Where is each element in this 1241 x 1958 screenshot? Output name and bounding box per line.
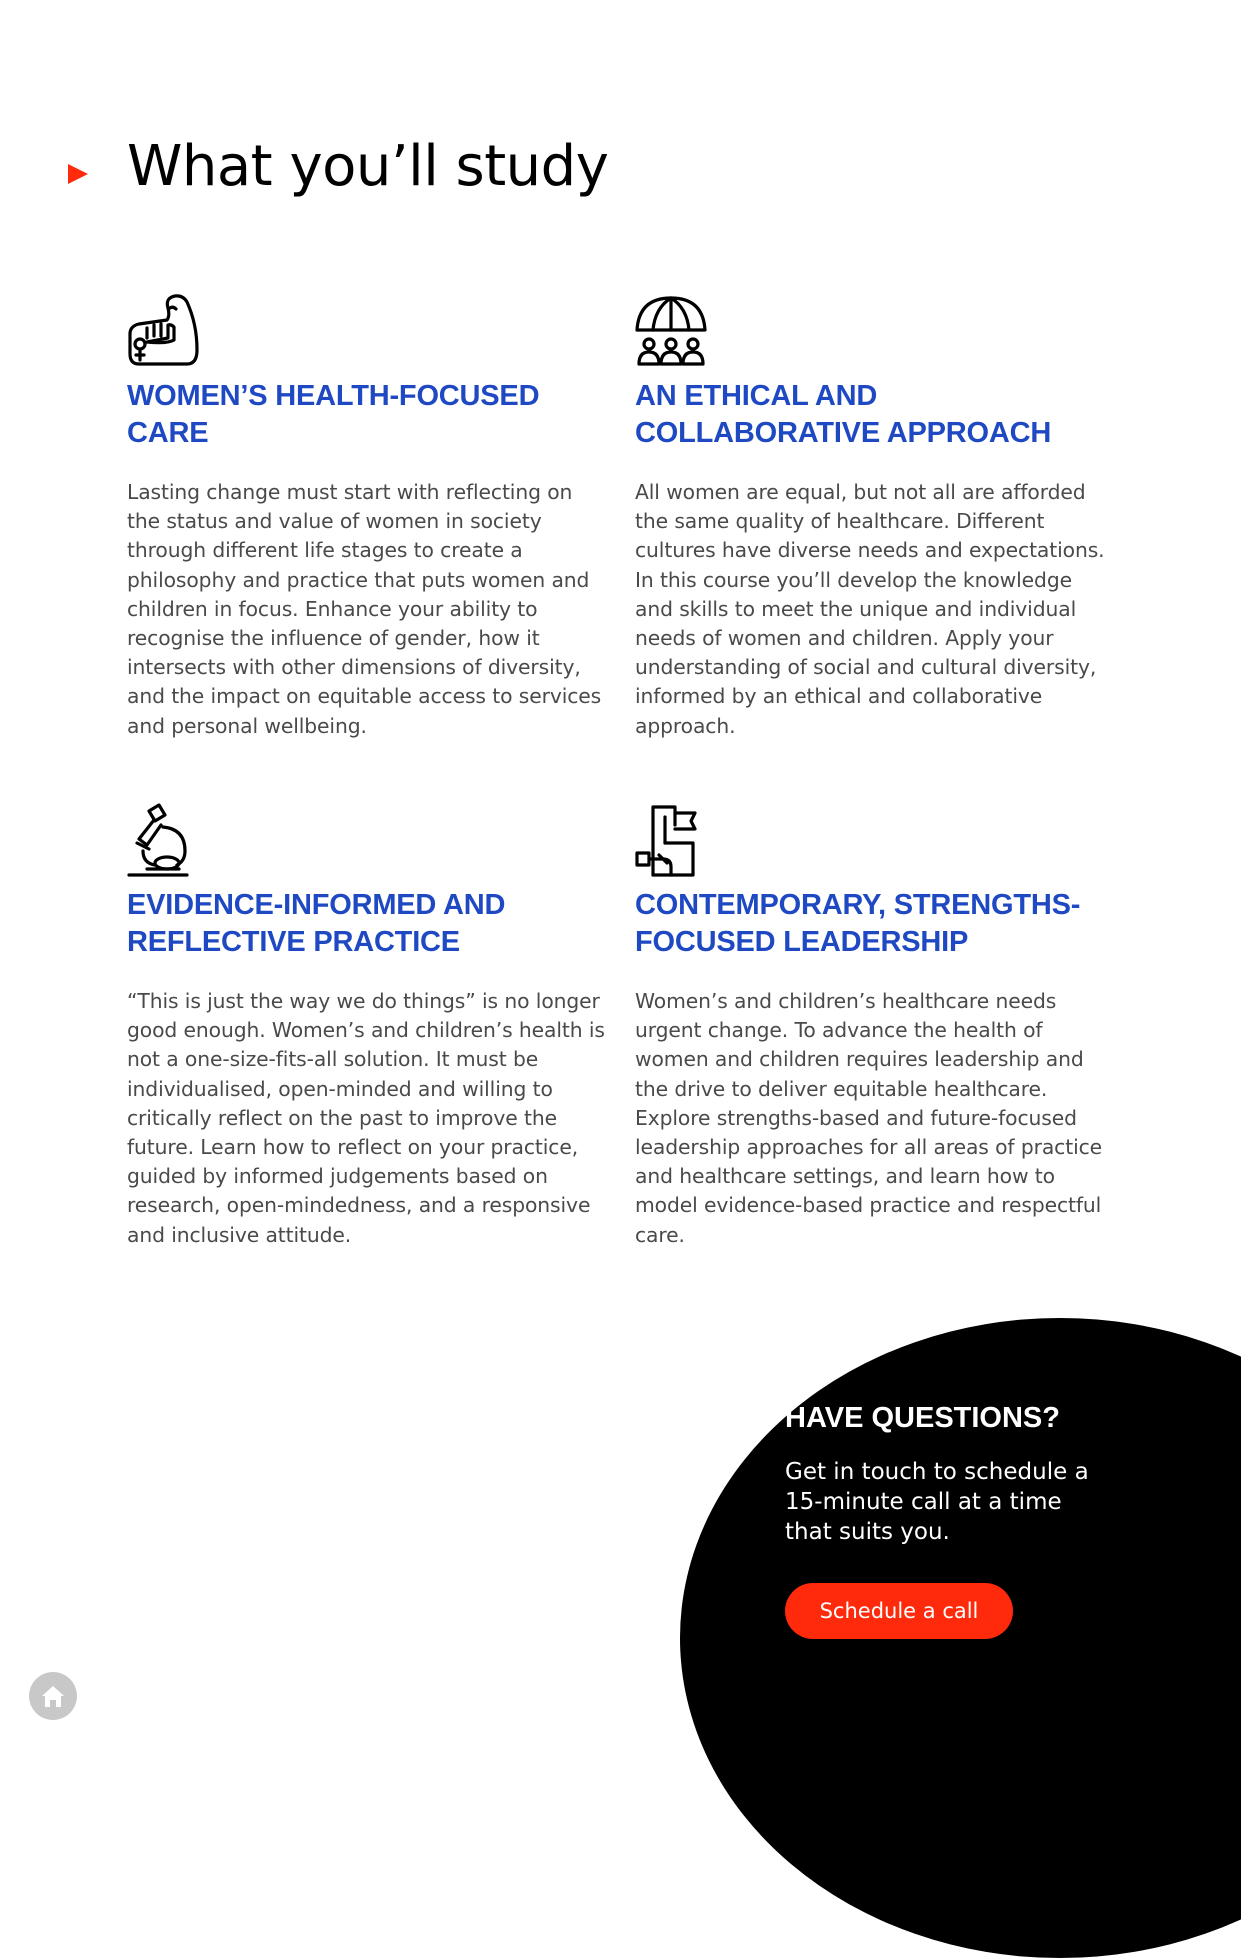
cta-text: Get in touch to schedule a 15-minute call at a time that suits you.: [785, 1459, 1089, 1545]
flexed-arm-female-icon: [127, 294, 199, 368]
study-card-ethical-approach: [635, 294, 1115, 741]
card-title: CONTEMPORARY, STRENGTHS-FOCUSED LEADERSHIP: [635, 889, 1081, 958]
cta-panel: [785, 1400, 1115, 1639]
home-button[interactable]: [29, 1672, 77, 1720]
section-arrow-icon: [68, 164, 88, 184]
card-body: All women are equal, but not all are afforded the same quality of healthcare. Different cultures have diverse needs and expectations. In this course you’ll develop the knowledge and skills to meet the unique and individual needs of women and children. Apply your understanding of social and cultural diversity, informed by an ethical and collaborative approach.: [635, 480, 1105, 738]
schedule-call-button[interactable]: Schedule a call: [785, 1583, 1013, 1639]
study-card-womens-health: [127, 294, 607, 741]
card-body: “This is just the way we do things” is no longer good enough. Women’s and children’s health is not a one-size-fits-all solution. It must be individualised, open-minded and willing to critically reflect on the past to improve the future. Learn how to reflect on your practice, guided by informed judgements based on research, open-mindedness, and a responsive and inclusive attitude.: [127, 989, 605, 1247]
home-icon: [39, 1682, 67, 1710]
umbrella-people-icon: [635, 294, 707, 368]
page-title: What you’ll study: [127, 134, 609, 199]
card-body: Lasting change must start with reflecting on the status and value of women in society through different life stages to create a philosophy and practice that puts women and children in focus. Enhance your ability to recognise the influence of gender, how it intersects with other dimensions of diversity, and the impact on equitable access to services and personal wellbeing.: [127, 480, 602, 738]
card-title: WOMEN’S HEALTH-FOCUSED CARE: [127, 380, 540, 449]
study-card-leadership: [635, 803, 1115, 1250]
card-title: EVIDENCE-INFORMED AND REFLECTIVE PRACTICE: [127, 889, 506, 958]
card-body: Women’s and children’s healthcare needs urgent change. To advance the health of women and children requires leadership and the drive to deliver equitable healthcare. Explore strengths-based and future-focused leadership approaches for all areas of practice and healthcare settings, and learn how to model evidence-based practice and respectful care.: [635, 989, 1103, 1247]
cta-title: HAVE QUESTIONS?: [785, 1402, 1060, 1434]
microscope-icon: [127, 803, 199, 877]
card-title: AN ETHICAL AND COLLABORATIVE APPROACH: [635, 380, 1052, 449]
leadership-flag-icon: [635, 803, 707, 877]
study-card-evidence-practice: [127, 803, 607, 1250]
